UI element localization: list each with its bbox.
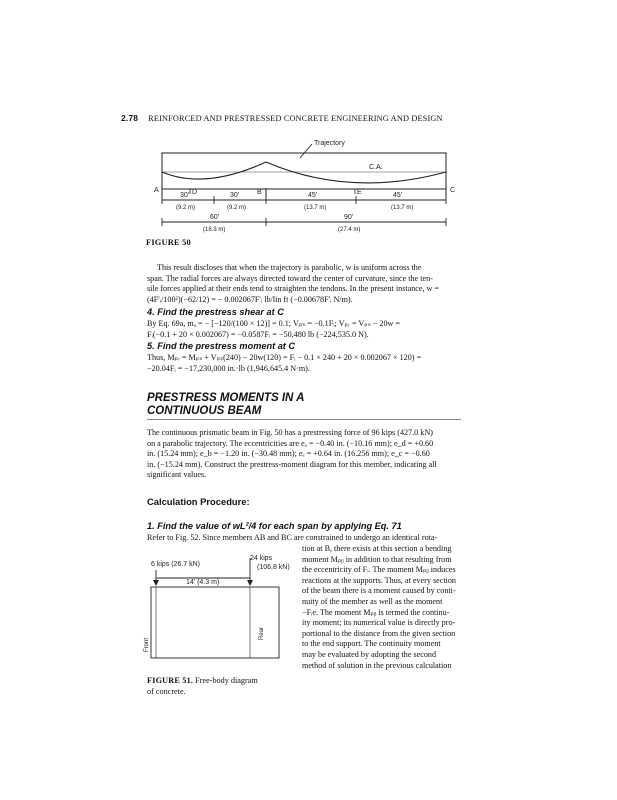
running-header <box>121 113 443 123</box>
calculation-procedure-heading: Calculation Procedure: <box>147 496 250 507</box>
point-d: D <box>192 189 198 196</box>
trajectory-leader <box>300 144 312 158</box>
left-arrowhead <box>153 580 159 586</box>
step-5-body: Thus, Mₚᵣ = Mₚₛ + Vₚₛ(240) − 20w(120) = Fᵢ − 0.1 × 240 + 20 × 0.002067 × 120) = −20.04Fᵢ = −17,230,000 in.·lb (1,946,645.4 N·m). <box>147 353 422 373</box>
page-number: 2.78 <box>121 113 139 123</box>
step-1-body: tion at B, there exists at this section a bending moment Mₚᵦ in addition to that resulting from the eccentricity of Fᵢ. The moment Mₚᵦ induces reactions at the supports. Thus, at every section of the beam there is a moment caused by conti- nuity of the member as well as the moment −Fᵢe. The moment Mₚᵦ is termed the continu- ity moment; its numerical value is directly pro- portional to the distance from the given section to the end support. The continuity moment may be evaluated by adopting the second method of solution in the previous calculation <box>302 544 456 670</box>
paragraph-parabolic-trajectory: This result discloses that when the trajectory is parabolic, w is uniform across the span. The radial forces are always directed toward the center of curvature, since the ten- sile forces applied at their ends tend to straighten the tendons. In the present instance, w = (4F'ᵢ/100²)(−62/12) = − 0.002067F'ᵢ lb/lin ft (−0.00678F'ᵢ N/m). <box>147 263 440 304</box>
total-2-ft: 90' <box>344 214 354 221</box>
span-1-m: (9.2 m) <box>176 205 196 211</box>
step-4-body: By Eq. 69a, mₐ = − [−120/(100 × 12)] = 0.1; Vₚₛ = −0.1Fᵢ; Vₚᵣ = Vₚₛ − 20w = Fᵢ(−0.1 + 20 × 0.002067) = −0.0587Fᵢ = −50,480 lb (−224,535.0 N). <box>147 319 401 339</box>
section-title: PRESTRESS MOMENTS IN A CONTINUOUS BEAM <box>147 392 305 417</box>
span-4-m: (13.7 m) <box>391 205 414 211</box>
total-2-m: (27.4 m) <box>338 227 361 233</box>
span-4-ft: 45' <box>393 192 403 199</box>
figure-50-caption: FIGURE 50 <box>146 238 191 247</box>
left-load-label: 6 kips (26.7 kN) <box>151 561 201 568</box>
paragraph-problem-statement: The continuous prismatic beam in Fig. 50 has a prestressing force of 96 kips (427.0 kN) on a parabolic trajectory. The eccentricities are eₐ = −0.40 in. (−10.16 mm); e_d = +0.60 in. (15.24 mm); e_b = −1.20 in. (−30.48 mm); eₑ = +0.64 in. (16.256 mm); e_c = −0.60 in. (−15.24 mm). Construct the prestress-moment diagram for this member, indicating all significant values. <box>147 428 437 480</box>
trajectory-label: Trajectory <box>314 140 345 147</box>
right-arrowhead <box>247 580 253 586</box>
front-label: Front <box>144 637 150 652</box>
step-5-heading: 5. Find the prestress moment at C <box>147 341 296 351</box>
total-1-m: (18.3 m) <box>203 227 226 233</box>
section-rule <box>147 419 461 420</box>
tendon-trajectory <box>162 162 446 183</box>
figure-51-free-body-diagram <box>140 548 300 666</box>
point-b: B <box>257 189 262 196</box>
step-4-heading: 4. Find the prestress shear at C <box>147 307 284 317</box>
figure-51-caption: FIGURE 51. Free-body diagram of concrete. <box>147 676 258 696</box>
right-load-kips: 24 kips <box>250 555 273 562</box>
right-load-kn: (106.8 kN) <box>257 564 290 571</box>
span-2-ft: 30' <box>230 192 240 199</box>
running-title: REINFORCED AND PRESTRESSED CONCRETE ENGINEERING AND DESIGN <box>148 114 443 123</box>
span-3-m: (13.7 m) <box>304 205 327 211</box>
span-2-m: (9.2 m) <box>227 205 247 211</box>
total-1-ft: 60' <box>210 214 220 221</box>
span-1-ft: 30' <box>180 192 190 199</box>
step-1-first-line: Refer to Fig. 52. Since members AB and BC are constrained to undergo an identical rota- <box>147 533 438 542</box>
beam-outline <box>162 153 446 189</box>
rear-label: Rear <box>259 626 265 640</box>
ca-label: C.A. <box>369 164 383 171</box>
point-e: E <box>357 189 362 196</box>
point-a: A <box>154 187 159 194</box>
figure-50-beam-diagram <box>140 128 480 246</box>
step-1-heading: 1. Find the value of wL²/4 for each span by applying Eq. 71 <box>147 521 402 531</box>
dimension-label: 14' (4.3 m) <box>186 579 220 586</box>
point-c: C <box>450 187 456 194</box>
concrete-body <box>151 587 279 658</box>
span-3-ft: 45' <box>308 192 318 199</box>
